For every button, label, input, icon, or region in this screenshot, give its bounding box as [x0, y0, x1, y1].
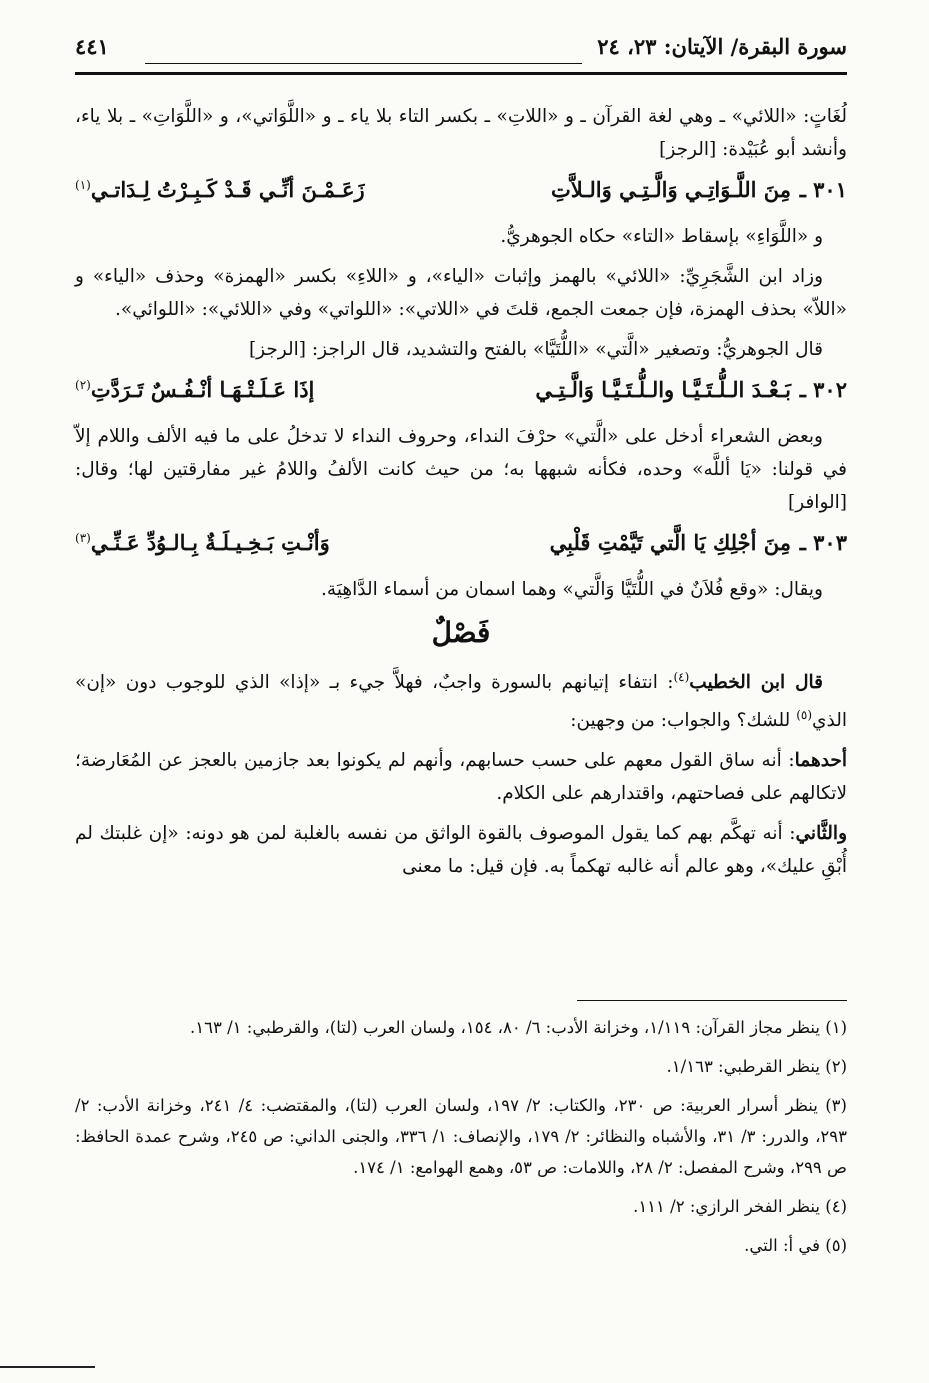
footnote-ref: (٢)	[75, 378, 91, 392]
verse-303	[75, 526, 847, 570]
lead-phrase: والثَّاني	[795, 823, 847, 845]
footnote-5: (٥) في أ: التي.	[744, 1236, 847, 1255]
main-text	[75, 100, 847, 890]
paragraph-8: أحدهما: أنه ساق القول معهم على حسب حسابهم، وأنهم لم يكونوا بعد جازمين بالعجز عن المُعَارضة؛ لاتكالهم على فصاحتهم، واقتدارهم على الكلام.	[75, 750, 847, 805]
paragraph-5: وبعض الشعراء أدخل على «الَّتي» حرْفَ النداء، وحروف النداء لا تدخلُ على ما فيه الألف واللام إلاّ في قولنا: «يَا أللَّه» وحده، فكأنه شبهها به؛ من حيث كانت الألفُ واللامُ غير مفارقتين لها؛ وقال: [الوافر]	[75, 426, 847, 513]
paragraph-6: ويقال: «وقع فُلاَنٌ في اللُّتَيَّا وَالَّتي» وهما اسمان من أسماء الدَّاهِيَة.	[321, 579, 823, 600]
footnote-ref: (٣)	[75, 531, 91, 545]
section-heading: فَصْلٌ	[431, 616, 491, 649]
page-number: ٤٤١	[75, 34, 109, 59]
footnote-4: (٤) ينظر الفخر الرازي: ٢/ ١١١.	[633, 1197, 847, 1216]
footnote-1: (١) ينظر مجاز القرآن: ١/١١٩، وخزانة الأدب: ٦/ ٨٠، ١٥٤، ولسان العرب (لتا)، والقرطبي: ١/ ١٦٣.	[190, 1018, 847, 1037]
verse-302	[75, 373, 847, 417]
verse-number: ٣٠٣ ـ	[799, 530, 847, 555]
verse-number: ٣٠٢ ـ	[799, 377, 847, 402]
paragraph-4: قال الجوهريُّ: وتصغير «الَّتي» «اللُّتَيَّا» بالفتح والتشديد، قال الراجز: [الرجز]	[248, 339, 823, 360]
paragraph-7: قال ابن الخطيب$^{(٤)}$: انتفاء إتيانهم بالسورة واجبٌ، فهلاَّ جيء بـ «إذا» الذي للوجوب دون «إن» الذي$^{(٥)}$ للشك؟ والجواب: من وجهين:	[75, 670, 847, 732]
footnote-ref: (١)	[75, 178, 91, 192]
footnote-ref: (٤)	[673, 670, 690, 684]
verse-first-hemistich: بَـعْـدَ الـلُّـتَـيَّـا والـلُّـتَـيَّـا وَالَّـتِـي	[535, 377, 791, 402]
header-dash-line	[145, 63, 582, 64]
meter-tag: [الوافر]	[788, 492, 847, 513]
footnote-separator	[577, 1000, 847, 1001]
paragraph-3: وزاد ابن الشَّجَرِيِّ: «اللائي» بالهمز وإثبات «الياء»، و «اللاءِ» بكسر «الهمزة» وحذف «الياء» و «اللاّ» بحذف الهمزة، فإن جمعت الجمع، قلتَ في «اللاتي»: «اللواتي» وفي «اللائي»: «اللوائي».	[75, 266, 847, 320]
lead-phrase: أحدهما	[794, 750, 847, 772]
header-rule	[75, 72, 847, 75]
meter-tag: [الرجز]	[659, 139, 717, 160]
scan-edge-mark	[0, 1366, 95, 1368]
paragraph-2: و «اللَّوَاءِ» بإسقاط «التاء» حكاه الجوهريُّ.	[500, 226, 823, 247]
running-title: سورة البقرة/ الآيتان: ٢٣، ٢٤	[597, 34, 847, 59]
verse-second-hemistich: إذَا عَـلَـتْـهَـا أنْـفُـسٌ تَـرَدَّتِ$^{(٢)}$	[75, 377, 315, 402]
page-header	[75, 30, 847, 74]
verse-second-hemistich: زَعَـمْـنَ أنِّـي قَـدْ كَـبِـرْتُ لِـدَاتـي$^{(١)}$	[75, 177, 365, 202]
paragraph-1: لُغَاتٍ: «اللائي» ـ وهي لغة القرآن ـ و «اللاتِ» ـ بكسر التاء بلا ياء ـ و «اللَّوَاتي»، و «اللَّوَاتِ» ـ بلا ياء، وأنشد أبو عُبَيْدة: [الرجز]	[75, 106, 847, 160]
verse-301	[75, 173, 847, 217]
meter-tag: [الرجز]	[248, 339, 307, 360]
verse-second-hemistich: وَأنْـتِ بَـخِـيـلَـةٌ بِـالـوُدِّ عَـنِّـي$^{(٣)}$	[75, 530, 330, 555]
footnote-2: (٢) ينظر القرطبي: ١/١٦٣.	[666, 1057, 847, 1076]
verse-number: ٣٠١ ـ	[799, 177, 847, 202]
verse-first-hemistich: مِنَ اللَّـوَاتِـي وَالَّـتِـي وَالـلاَّتِ	[550, 177, 791, 202]
verse-first-hemistich: مِنَ أجْلِكِ يَا الَّتي تَيَّمْتِ قَلْبِي	[549, 530, 791, 555]
paragraph-9: والثَّاني: أنه تهكَّم بهم كما يقول الموصوف بالقوة الواثق من نفسه بالغلبة لمن هو دونه: «إن غلبتك لم أُبْقِ عليك»، وهو عالم أنه غالبه تهكماً به. فإن قيل: ما معنى	[75, 823, 847, 878]
footnote-ref: (٥)	[796, 708, 813, 723]
footnote-3: (٣) ينظر أسرار العربية: ص ٢٣٠، والكتاب: ٢/ ١٩٧، ولسان العرب (لتا)، والمقتضب: ٤/ ٢٤١، وخزانة الأدب: ٢/ ٢٩٣، والدرر: ٣/ ٣١، والأشباه والنظائر: ٢/ ١٧٩، والإنصاف: ١/ ٣٣٦، والجنى الداني: ص ٢٤٥، وشرح عمدة الحافظ: ص ٢٩٩، وشرح المفصل: ٢/ ٢٨، واللامات: ص ٥٣، وهمع الهوامع: ١/ ١٧٤.	[75, 1096, 847, 1177]
lead-phrase: قال ابن الخطيب	[689, 672, 823, 694]
footnotes	[75, 1012, 847, 1269]
